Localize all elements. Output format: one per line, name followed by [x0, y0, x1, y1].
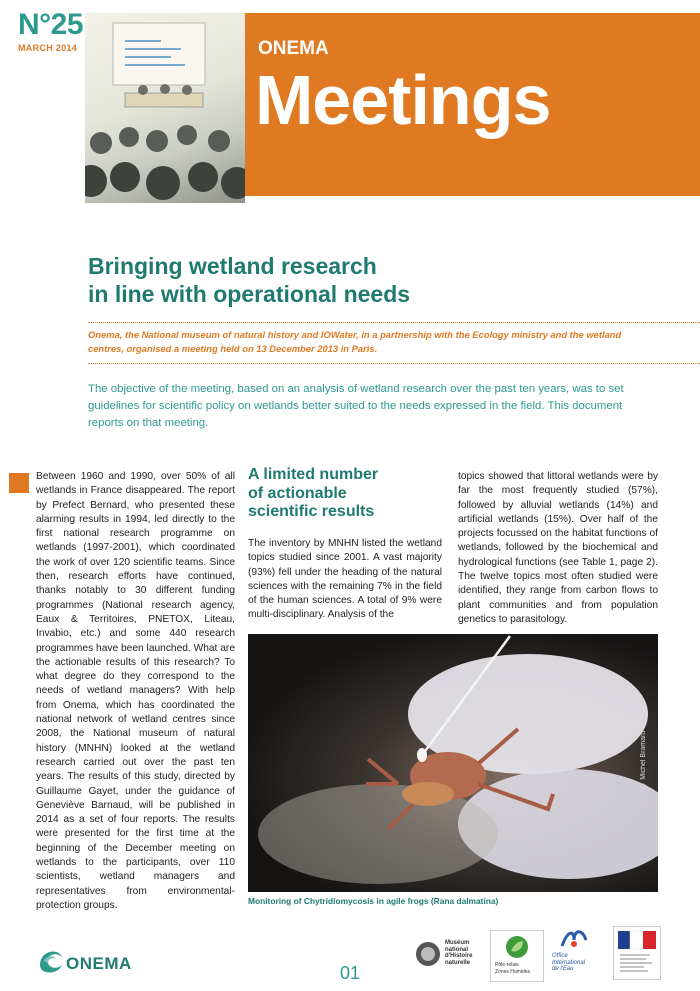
section-heading-line-2: of actionable [248, 484, 347, 502]
article-headline [88, 252, 648, 308]
frog-photo-illustration [248, 634, 658, 892]
ecology-ministry-logo [613, 926, 661, 980]
photo-caption: Monitoring of Chytridiomycosis in agile frogs (Rana dalmatina) [248, 896, 499, 906]
oieau-text-3: de l'Eau [552, 966, 574, 972]
article-lede: The objective of the meeting, based on an analysis of wetland research over the past ten years, was to set guidelines for scientific policy on wetlands better suited to the needs expressed in the field. This document reports on that meeting. [88, 383, 624, 429]
onema-logo-text: ONEMA [66, 954, 132, 973]
pole-text-2: Zones Humides [495, 968, 531, 975]
body-column-1: Between 1960 and 1990, over 50% of all wetlands in France disappeared. The report by Prefect Bernard, who presented these alarming results in 1994, led directly to the first national research programme on wetlands (1997-2001), which coordinated the work of over 120 scientific teams. Since then, research efforts have continued, thanks notably to 30 different funding programmes (National research agency, Eaux & Territoires, PNETOX, Liteau, Invabio, etc.) and some 440 research programmes have been launched. What are the actionable results of this research? To what degree do they correspond to the needs of wetland managers? With help from Onema, which has coordinated the national network of wetland centres since 2008, the National museum of natural history (MNHN) looked at the wetland research carried out over the past ten years. The results of this study, directed by Guillaume Gayet, under the guidance of Geneviève Barnaud, will be published in 2014 as a set of four reports. The results were presented for the first time at the beginning of the December meeting on wetlands to the participants, over 110 scientists, wetland managers and representatives from environmental-protection groups. [36, 471, 235, 911]
mnhn-logo [414, 938, 486, 974]
mnhn-text-2: national [445, 946, 469, 953]
issue-number: N°25 [18, 8, 84, 41]
ministry-text-lines-icon [620, 953, 654, 975]
oieau-text-2: International [552, 959, 586, 966]
frog-photo [248, 634, 658, 892]
pole-relais-leaf-icon [505, 935, 529, 959]
pole-relais-logo [490, 930, 544, 982]
mnhn-text-3: d'Histoire [445, 953, 473, 959]
oieau-wave-icon [560, 926, 588, 950]
body-column-2: The inventory by MNHN listed the wetland topics studied since 2001. A vast majority (93%) fell under the heading of the natural sciences with the remaining 7% in the field of the human sciences. A total of 9% were multi-disciplinary. Analysis of the [248, 538, 442, 621]
oieau-text-1: Office [552, 953, 568, 959]
body-column-3: topics showed that littoral wetlands were by far the most frequently studied (57%), followed by alluvial wetlands (14%) and artificial wetlands (15%). Over half of the projects focussed on the habitat functions of wetlands, followed by the biochemical and hydrological functions (see Table 1, page 2). The twelve topics most often studied were identified, they range from carbon flows to plant communities and from population genetics to parasitology. [458, 471, 658, 625]
onema-swirl-icon [36, 943, 66, 977]
section-heading-line-3: scientific results [248, 503, 375, 520]
issue-date: MARCH 2014 [18, 43, 78, 53]
oieau-logo [552, 926, 602, 980]
brand-small: ONEMA [258, 38, 329, 59]
meeting-sketch-illustration [85, 13, 245, 203]
mnhn-text-4: naturelle [445, 959, 471, 966]
brand-title: Meetings [255, 61, 551, 139]
photo-credit: © Michel Bramard – Onema [640, 700, 647, 789]
mnhn-text-1: Muséum [445, 940, 470, 946]
french-flag-icon [618, 931, 656, 949]
divider-top [88, 322, 700, 323]
pole-text-1: Pôle-relais [495, 962, 519, 968]
mnhn-emblem-icon [414, 940, 442, 968]
divider-bottom [88, 363, 700, 364]
section-heading-line-1: A limited number [248, 466, 379, 483]
header-illustration [85, 13, 245, 203]
headline-line-1: Bringing wetland research [88, 253, 377, 279]
section-heading [248, 466, 438, 522]
section-marker [9, 473, 29, 493]
headline-line-2: in line with operational needs [88, 281, 411, 307]
article-intro: Onema, the National museum of natural history and IOWater, in a partnership with the Ecology ministry and the wetland centres, organised a meeting held on 13 December 2013 in Paris. [88, 329, 622, 354]
page-number: 01 [340, 963, 361, 983]
